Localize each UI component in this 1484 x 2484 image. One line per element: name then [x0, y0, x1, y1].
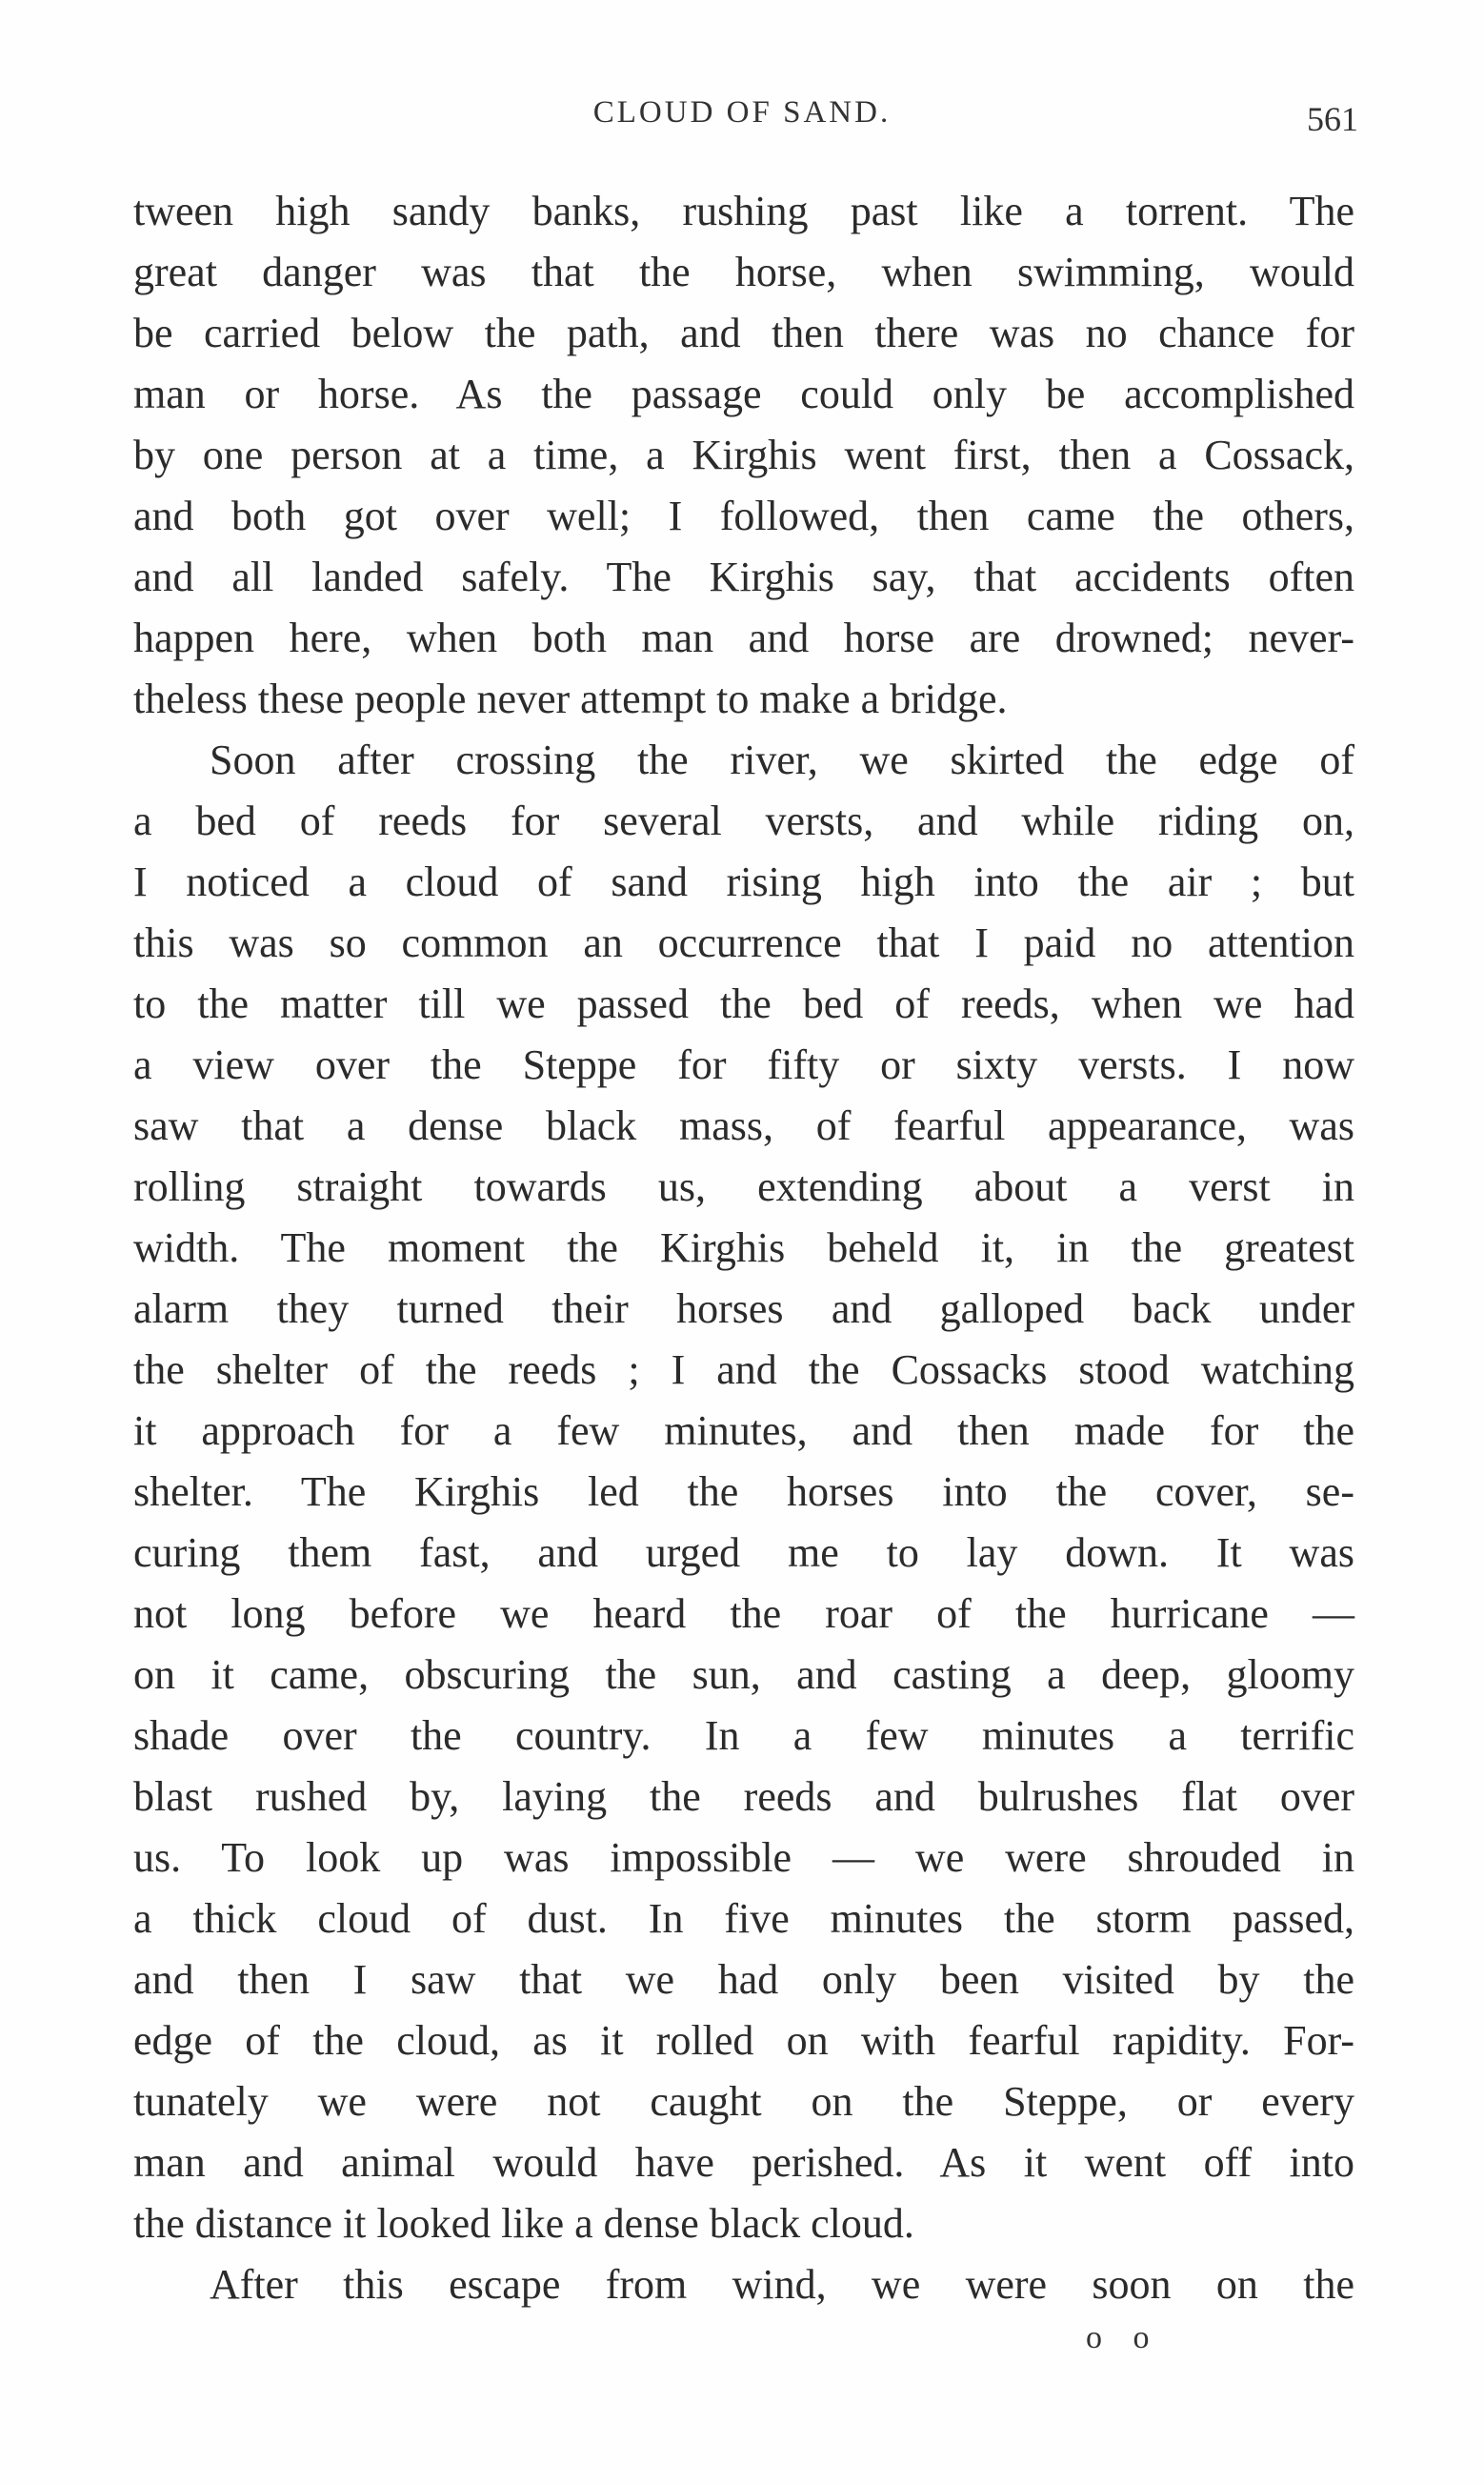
- chapter-title: CLOUD OF SAND.: [592, 95, 892, 130]
- text-line: width. The moment the Kirghis beheld it, in the greatest: [133, 1224, 1354, 1271]
- text-line: Soon after crossing the river, we skirted the edge of: [210, 737, 1354, 783]
- text-line: a bed of reeds for several versts, and while riding on,: [133, 798, 1354, 844]
- text-line: shade over the country. In a few minutes a terrific: [133, 1712, 1354, 1759]
- text-line: I noticed a cloud of sand rising high into the air ; but: [133, 858, 1354, 905]
- text-line: man or horse. As the passage could only be accomplished: [133, 371, 1354, 417]
- signature-mark: o o: [1086, 2320, 1161, 2355]
- text-line: be carried below the path, and then there was no chance for: [133, 310, 1354, 356]
- text-line: happen here, when both man and horse are drowned; never-: [133, 615, 1354, 661]
- text-line: man and animal would have perished. As it went off into: [133, 2139, 1354, 2186]
- text-line: us. To look up was impossible — we were shrouded in: [133, 1834, 1354, 1881]
- text-line: blast rushed by, laying the reeds and bulrushes flat over: [133, 1773, 1354, 1820]
- text-line: not long before we heard the roar of the hurricane —: [133, 1590, 1354, 1637]
- text-line: by one person at a time, a Kirghis went first, then a Cossack,: [133, 432, 1354, 478]
- page-number: 561: [1307, 100, 1358, 138]
- text-line: to the matter till we passed the bed of reeds, when we had: [133, 980, 1354, 1027]
- text-line: the shelter of the reeds ; I and the Cossacks stood watching: [133, 1346, 1354, 1393]
- text-line: the distance it looked like a dense black cloud.: [133, 2200, 914, 2247]
- text-line: edge of the cloud, as it rolled on with fearful rapidity. For-: [133, 2017, 1354, 2064]
- text-line: After this escape from wind, we were soon on the: [210, 2261, 1354, 2308]
- text-line: a view over the Steppe for fifty or sixty versts. I now: [133, 1041, 1354, 1088]
- text-line: it approach for a few minutes, and then made for the: [133, 1407, 1354, 1454]
- text-line: great danger was that the horse, when swimming, would: [133, 249, 1354, 295]
- text-line: on it came, obscuring the sun, and casting a deep, gloomy: [133, 1651, 1354, 1698]
- text-line: and then I saw that we had only been visited by the: [133, 1956, 1354, 2003]
- text-line: this was so common an occurrence that I paid no attention: [133, 919, 1354, 966]
- text-line: curing them fast, and urged me to lay down. It was: [133, 1529, 1354, 1576]
- text-line: saw that a dense black mass, of fearful appearance, was: [133, 1102, 1354, 1149]
- body-text: [133, 181, 1354, 2315]
- text-line: and both got over well; I followed, then came the others,: [133, 493, 1354, 539]
- text-line: and all landed safely. The Kirghis say, that accidents often: [133, 554, 1354, 600]
- text-line: shelter. The Kirghis led the horses into the cover, se-: [133, 1468, 1354, 1515]
- text-line: tween high sandy banks, rushing past like a torrent. The: [133, 188, 1354, 234]
- text-line: alarm they turned their horses and galloped back under: [133, 1285, 1354, 1332]
- running-head: [0, 95, 1484, 143]
- text-line: tunately we were not caught on the Steppe, or every: [133, 2078, 1354, 2125]
- text-line: a thick cloud of dust. In five minutes the storm passed,: [133, 1895, 1354, 1942]
- text-line: rolling straight towards us, extending about a verst in: [133, 1163, 1354, 1210]
- text-line: theless these people never attempt to make a bridge.: [133, 676, 1008, 722]
